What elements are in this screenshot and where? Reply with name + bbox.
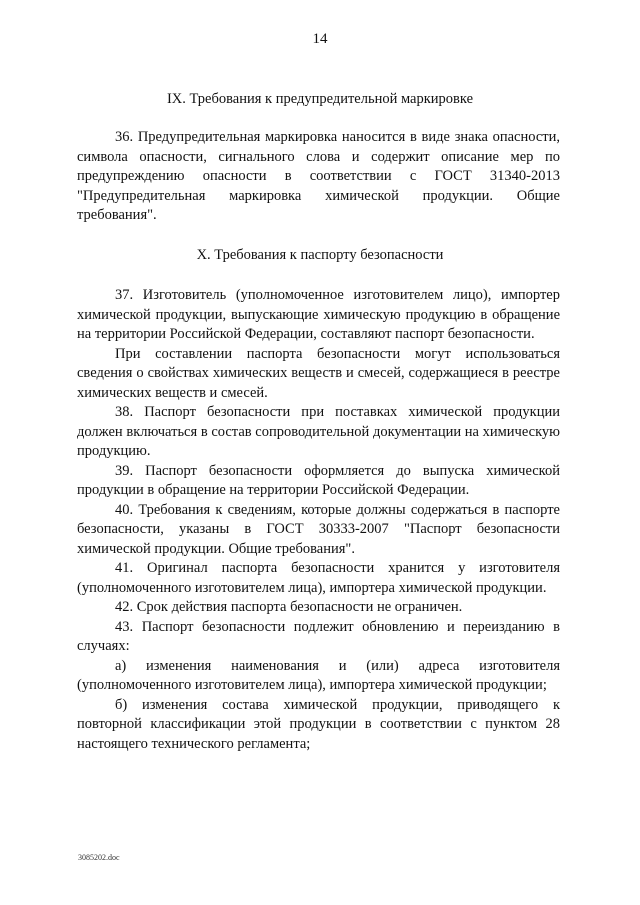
paragraph-42: 42. Срок действия паспорта безопасности не ограничен. <box>115 599 463 615</box>
paragraph-38: 38. Паспорт безопасности при поставках химической продукции должен включаться в состав сопроводительной документации на химическую продукцию. <box>77 404 560 459</box>
section-x-heading: X. Требования к паспорту безопасности <box>196 247 444 263</box>
paragraph-39: 39. Паспорт безопасности оформляется до выпуска химической продукции в обращение на территории Российской Федерации. <box>77 462 560 498</box>
paragraph-43-item-b: б) изменения состава химической продукции, приводящего к повторной классификации этой продукции в соответствии с пунктом 28 настоящего технического регламента; <box>77 696 560 752</box>
paragraph-41: 41. Оригинал паспорта безопасности хранится у изготовителя (уполномоченного изготовителем лица), импортера химической продукции. <box>77 560 560 596</box>
footer-filename: 3085202.doc <box>78 853 120 862</box>
paragraph-43: 43. Паспорт безопасности подлежит обновлению и переизданию в случаях: <box>77 618 560 654</box>
section-ix-heading: IX. Требования к предупредительной маркировке <box>166 91 474 107</box>
section-ix-body <box>77 128 560 226</box>
paragraph-37-continuation: При составлении паспорта безопасности могут использоваться сведения о свойствах химических веществ и смесей, содержащиеся в реестре химических веществ и смесей. <box>77 345 560 401</box>
paragraph-36: 36. Предупредительная маркировка наносится в виде знака опасности, символа опасности, сигнального слова и содержит описание мер по предупреждению опасности в соответствии с ГОСТ 31340-2013 "Предупредительная маркировка химической продукции. Общие требования". <box>77 129 560 223</box>
paragraph-43-item-a: а) изменения наименования и (или) адреса изготовителя (уполномоченного изготовителем лица), импортера химической продукции; <box>77 657 560 693</box>
section-x-body <box>77 286 560 754</box>
paragraph-37: 37. Изготовитель (уполномоченное изготовителем лицо), импортер химической продукции, выпускающие химическую продукцию в обращение на территории Российской Федерации, составляют паспорт безопасности. <box>77 287 560 342</box>
paragraph-40: 40. Требования к сведениям, которые должны содержаться в паспорте безопасности, указаны в ГОСТ 30333-2007 "Паспорт безопасности химической продукции. Общие требования". <box>77 501 560 557</box>
page-number: 14 <box>312 31 328 47</box>
